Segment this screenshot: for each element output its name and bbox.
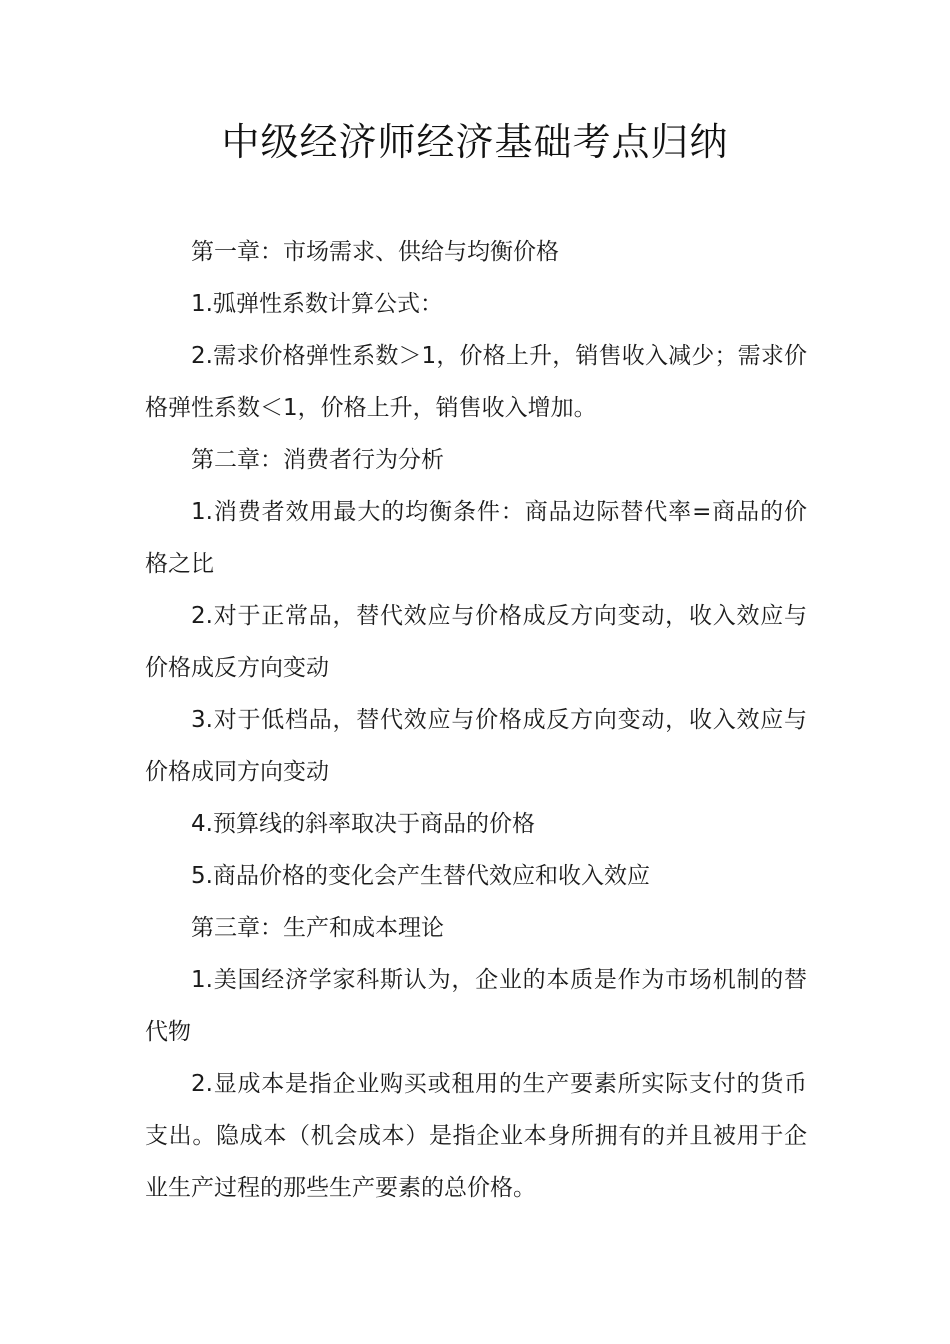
document-body [145, 226, 807, 1214]
chapter-heading: 第二章：消费者行为分析 [191, 447, 444, 473]
paragraph: 2.显成本是指企业购买或租用的生产要素所实际支付的货币支出。隐成本（机会成本）是指企业本身所拥有的并且被用于企业生产过程的那些生产要素的总价格。 [145, 1071, 807, 1201]
paragraph: 1.弧弹性系数计算公式： [191, 291, 443, 317]
paragraph: 2.需求价格弹性系数＞1，价格上升，销售收入减少；需求价格弹性系数＜1，价格上升，销售收入增加。 [145, 343, 807, 421]
chapter-heading: 第一章：市场需求、供给与均衡价格 [191, 239, 559, 265]
chapter-heading: 第三章：生产和成本理论 [191, 915, 444, 941]
paragraph: 4.预算线的斜率取决于商品的价格 [191, 811, 535, 837]
paragraph: 1.美国经济学家科斯认为，企业的本质是作为市场机制的替代物 [145, 967, 807, 1045]
paragraph: 3.对于低档品，替代效应与价格成反方向变动，收入效应与价格成同方向变动 [145, 707, 807, 785]
paragraph: 2.对于正常品，替代效应与价格成反方向变动，收入效应与价格成反方向变动 [145, 603, 807, 681]
document-title: 中级经济师经济基础考点归纳 [221, 120, 729, 164]
paragraph: 5.商品价格的变化会产生替代效应和收入效应 [191, 863, 650, 889]
paragraph: 1.消费者效用最大的均衡条件：商品边际替代率=商品的价格之比 [145, 499, 807, 577]
